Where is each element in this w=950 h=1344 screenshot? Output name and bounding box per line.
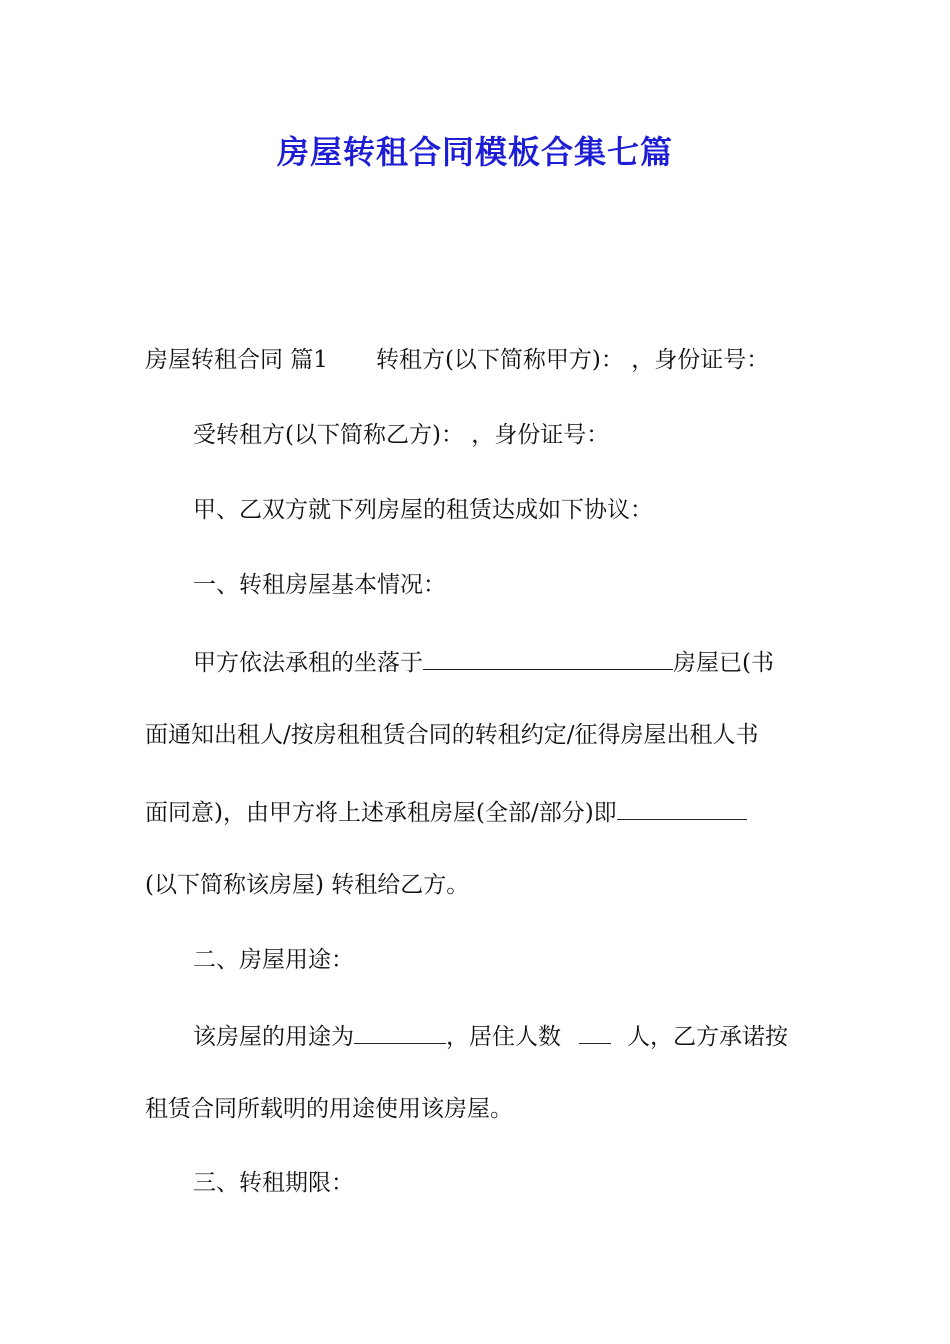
line-text: 房屋已(书 xyxy=(673,650,774,676)
paragraph-line xyxy=(193,495,810,525)
fill-blank xyxy=(617,795,747,820)
paragraph-line xyxy=(193,945,810,975)
fill-blank xyxy=(579,1019,611,1044)
line-text: 人，乙方承诺按 xyxy=(627,1024,788,1050)
paragraph-line xyxy=(145,870,810,900)
line-text: 受转租方(以下简称乙方)： ，身份证号： xyxy=(193,422,610,448)
line-text: 面同意)，由甲方将上述承租房屋(全部/部分)即 xyxy=(145,800,617,826)
paragraph-line xyxy=(193,645,810,678)
paragraph-line xyxy=(145,345,810,375)
line-text: ，居住人数 xyxy=(446,1024,561,1050)
paragraph-line xyxy=(193,570,810,600)
fill-blank xyxy=(423,645,673,670)
paragraph-line xyxy=(193,1168,810,1198)
paragraph-line xyxy=(193,420,810,450)
line-text: 二、房屋用途： xyxy=(193,947,354,973)
paragraph-line xyxy=(145,1094,810,1124)
paragraph-line xyxy=(145,720,810,750)
line-text: 面通知出租人/按房租租赁合同的转租约定/征得房屋出租人书 xyxy=(145,722,759,748)
document-title: 房屋转租合同模板合集七篇 xyxy=(276,133,673,171)
section-heading: 房屋转租合同 篇1 xyxy=(145,347,328,373)
line-text: 三、转租期限： xyxy=(193,1170,354,1196)
line-text: 租赁合同所载明的用途使用该房屋。 xyxy=(145,1096,513,1122)
line-text: 转租方(以下简称甲方)： ，身份证号： xyxy=(375,347,770,373)
line-text: 甲方依法承租的坐落于 xyxy=(193,650,423,676)
line-text: (以下简称该房屋) 转租给乙方。 xyxy=(145,872,470,898)
line-text: 一、转租房屋基本情况： xyxy=(193,572,446,598)
line-text: 甲、乙双方就下列房屋的租赁达成如下协议： xyxy=(193,497,653,523)
line-text: 该房屋的用途为 xyxy=(193,1024,354,1050)
paragraph-line xyxy=(193,1019,810,1052)
paragraph-line xyxy=(145,795,810,828)
fill-blank xyxy=(354,1019,446,1044)
